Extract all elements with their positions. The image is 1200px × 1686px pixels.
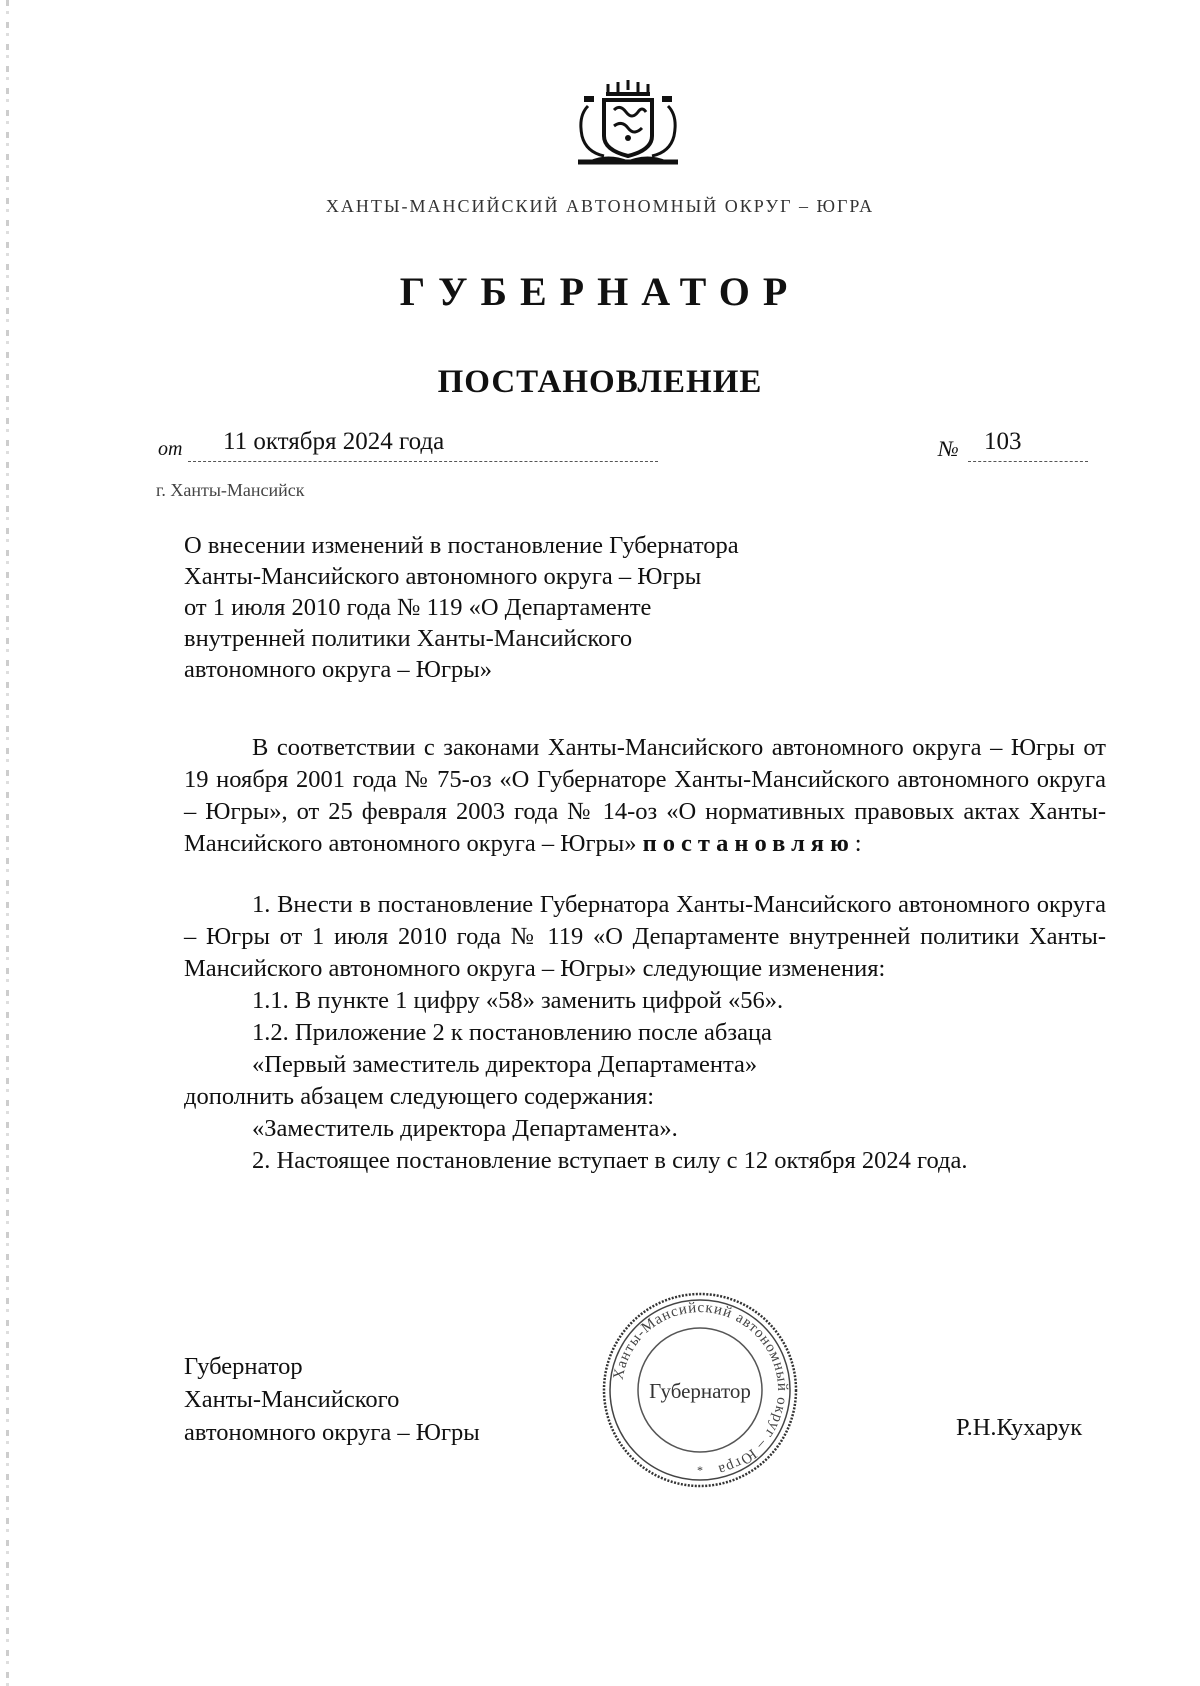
document-subject: [184, 530, 884, 685]
item-1-2: 1.2. Приложение 2 к постановлению после абзаца: [252, 1019, 772, 1046]
item-1-2-quote: «Первый заместитель директора Департамента»: [252, 1051, 758, 1078]
city: г. Ханты-Мансийск: [156, 480, 305, 500]
signatory-position: [184, 1350, 480, 1449]
subject-line: от 1 июля 2010 года № 119 «О Департаменте: [184, 594, 652, 621]
signatory-line: автономного округа – Югры: [184, 1419, 480, 1446]
preamble: [184, 732, 1106, 860]
number-label: №: [938, 436, 959, 461]
seal-center-text: Губернатор: [649, 1379, 751, 1403]
subject-line: Ханты-Мансийского автономного округа – Югры: [184, 563, 702, 590]
document-date: 11 октября 2024 года: [188, 428, 658, 462]
subject-line: автономного округа – Югры»: [184, 656, 492, 683]
seal-ring-text: Ханты-Мансийский автономный округ – Югра: [610, 1299, 791, 1478]
date-number-row: [158, 428, 1088, 468]
signatory-name: Р.Н.Кухарук: [956, 1414, 1083, 1441]
item-1-2-add: дополнить абзацем следующего содержания:: [184, 1083, 655, 1110]
document-type: ПОСТАНОВЛЕНИЕ: [437, 364, 763, 400]
subject-line: внутренней политики Ханты-Мансийского: [184, 625, 633, 652]
region-name: ХАНТЫ-МАНСИЙСКИЙ АВТОНОМНЫЙ ОКРУГ – ЮГРА: [325, 196, 875, 216]
coat-of-arms-icon: [568, 76, 688, 168]
item-1-1: 1.1. В пункте 1 цифру «58» заменить цифрой «56».: [252, 987, 784, 1014]
preamble-end: :: [854, 830, 862, 857]
issuer-title: ГУБЕРНАТОР: [399, 269, 801, 314]
signatory-line: Губернатор: [184, 1353, 303, 1380]
preamble-text: В соответствии с законами Ханты-Мансийского автономного округа – Югры от 19 ноября 2001 года № 75-оз «О Губернаторе Ханты-Мансийского автономного округа – Югры», от 25 февраля 2003 года № 14-оз «О нормативных правовых актах Ханты-Мансийского автономного округа – Югры»: [184, 734, 1106, 857]
official-seal: [600, 1290, 800, 1490]
preamble-verb: постановляю: [642, 830, 855, 857]
subject-line: О внесении изменений в постановление Губернатора: [184, 532, 739, 559]
item-1-2-new: «Заместитель директора Департамента».: [252, 1115, 678, 1142]
item-1: 1. Внести в постановление Губернатора Ханты-Мансийского автономного округа – Югры от 1 июля 2010 года № 119 «О Департаменте внутренней политики Ханты-Мансийского автономного округа – Югры» следующие изменения:: [184, 891, 1106, 982]
seal-star-icon: *: [697, 1463, 703, 1477]
document-number: 103: [968, 428, 1088, 462]
document-body: [184, 732, 1106, 1177]
date-label: от: [158, 438, 183, 460]
scan-edge: [6, 0, 9, 1686]
item-2: 2. Настоящее постановление вступает в силу с 12 октября 2024 года.: [252, 1147, 968, 1174]
signatory-line: Ханты-Мансийского: [184, 1386, 400, 1413]
